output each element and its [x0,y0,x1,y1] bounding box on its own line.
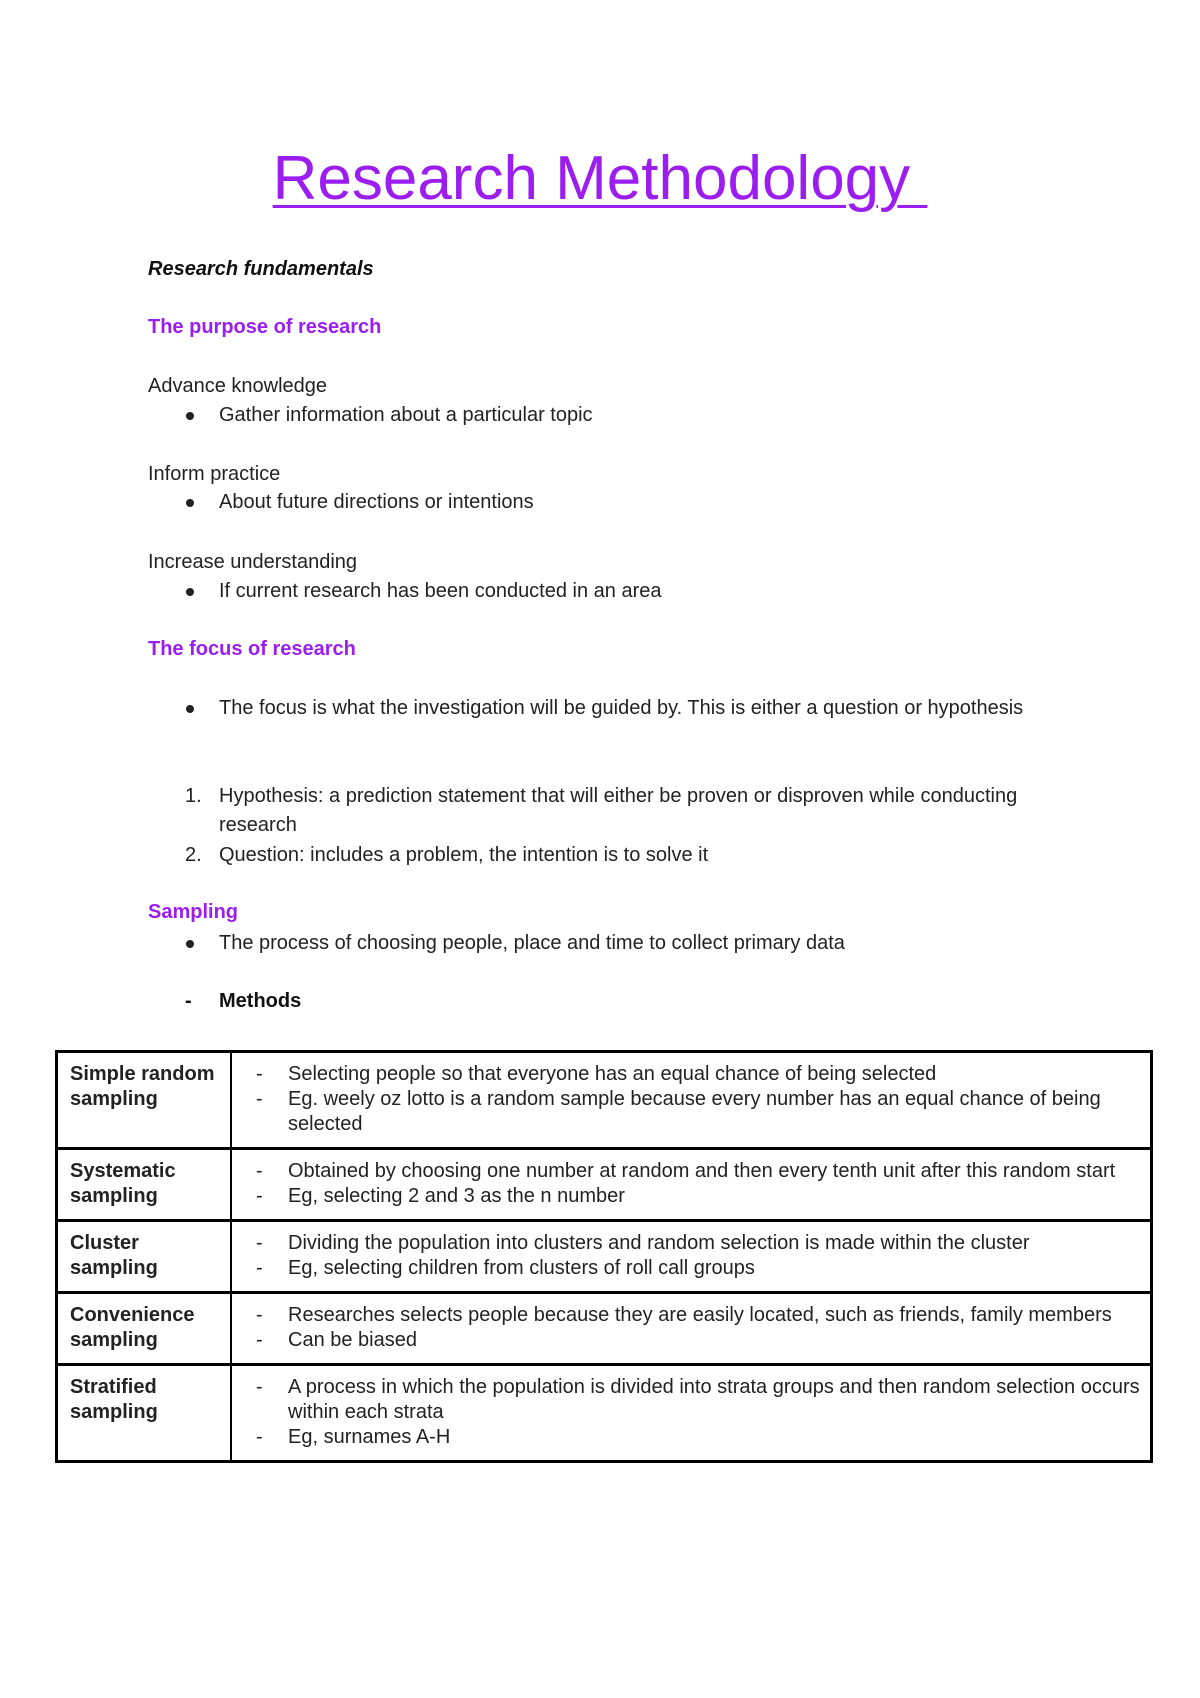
method-name: Convenience sampling [57,1293,232,1365]
bullet-icon [186,588,194,596]
dash-marker: - [185,990,192,1012]
list-number: 2. [185,844,202,866]
method-description [231,1052,1152,1149]
bullet-icon [186,940,194,948]
sampling-bullet: The process of choosing people, place and time to collect primary data [185,929,1065,958]
purpose-label-1: Advance knowledge [148,375,328,397]
method-description [231,1149,1152,1221]
list-item: - Eg, surnames A-H [256,1426,451,1448]
purpose-bullet-3: If current research has been conducted in an area [185,577,1065,606]
focus-numbered-1: 1. Hypothesis: a prediction statement that will either be proven or disproven while conducting research [185,782,1065,840]
list-item: - Obtained by choosing one number at random and then every tenth unit after this random start [256,1160,1116,1182]
purpose-label-3: Increase understanding [148,551,358,573]
list-item: - Dividing the population into clusters and random selection is made within the cluster [256,1232,1030,1254]
subtitle: Research fundamentals [148,258,374,280]
table-row [57,1221,1152,1293]
list-item: - Eg, selecting children from clusters of roll call groups [256,1257,755,1279]
method-description [231,1365,1152,1462]
list-item: - Eg, selecting 2 and 3 as the n number [256,1185,625,1207]
bullet-icon [186,705,194,713]
heading-sampling: Sampling [148,901,239,923]
purpose-bullet-1: Gather information about a particular topic [185,401,1065,430]
page-title: Research Methodology [272,144,928,213]
heading-focus: The focus of research [148,638,356,660]
method-description [231,1293,1152,1365]
list-item: - A process in which the population is divided into strata groups and then random selection occurs within each strata [256,1376,1140,1423]
heading-purpose: The purpose of research [148,316,382,338]
purpose-bullet-2: About future directions or intentions [185,488,1065,517]
list-item: - Can be biased [256,1329,417,1351]
list-number: 1. [185,785,202,807]
focus-bullet: The focus is what the investigation will be guided by. This is either a question or hypothesis [185,694,1065,723]
method-name: Cluster sampling [57,1221,232,1293]
table-row [57,1149,1152,1221]
table-row [57,1293,1152,1365]
bullet-icon [186,412,194,420]
method-name: Simple random sampling [57,1052,232,1149]
method-description [231,1221,1152,1293]
list-item: - Eg. weely oz lotto is a random sample because every number has an equal chance of being selected [256,1088,1101,1135]
table-row [57,1052,1152,1149]
list-item: - Selecting people so that everyone has an equal chance of being selected [256,1063,937,1085]
sampling-methods-table [55,1050,1153,1463]
bullet-icon [186,499,194,507]
table-row [57,1365,1152,1462]
method-name: Systematic sampling [57,1149,232,1221]
purpose-label-2: Inform practice [148,463,281,485]
list-item: - Researches selects people because they are easily located, such as friends, family members [256,1304,1112,1326]
focus-numbered-2: 2. Question: includes a problem, the intention is to solve it [185,841,1065,870]
methods-label: - Methods [185,990,302,1012]
method-name: Stratified sampling [57,1365,232,1462]
